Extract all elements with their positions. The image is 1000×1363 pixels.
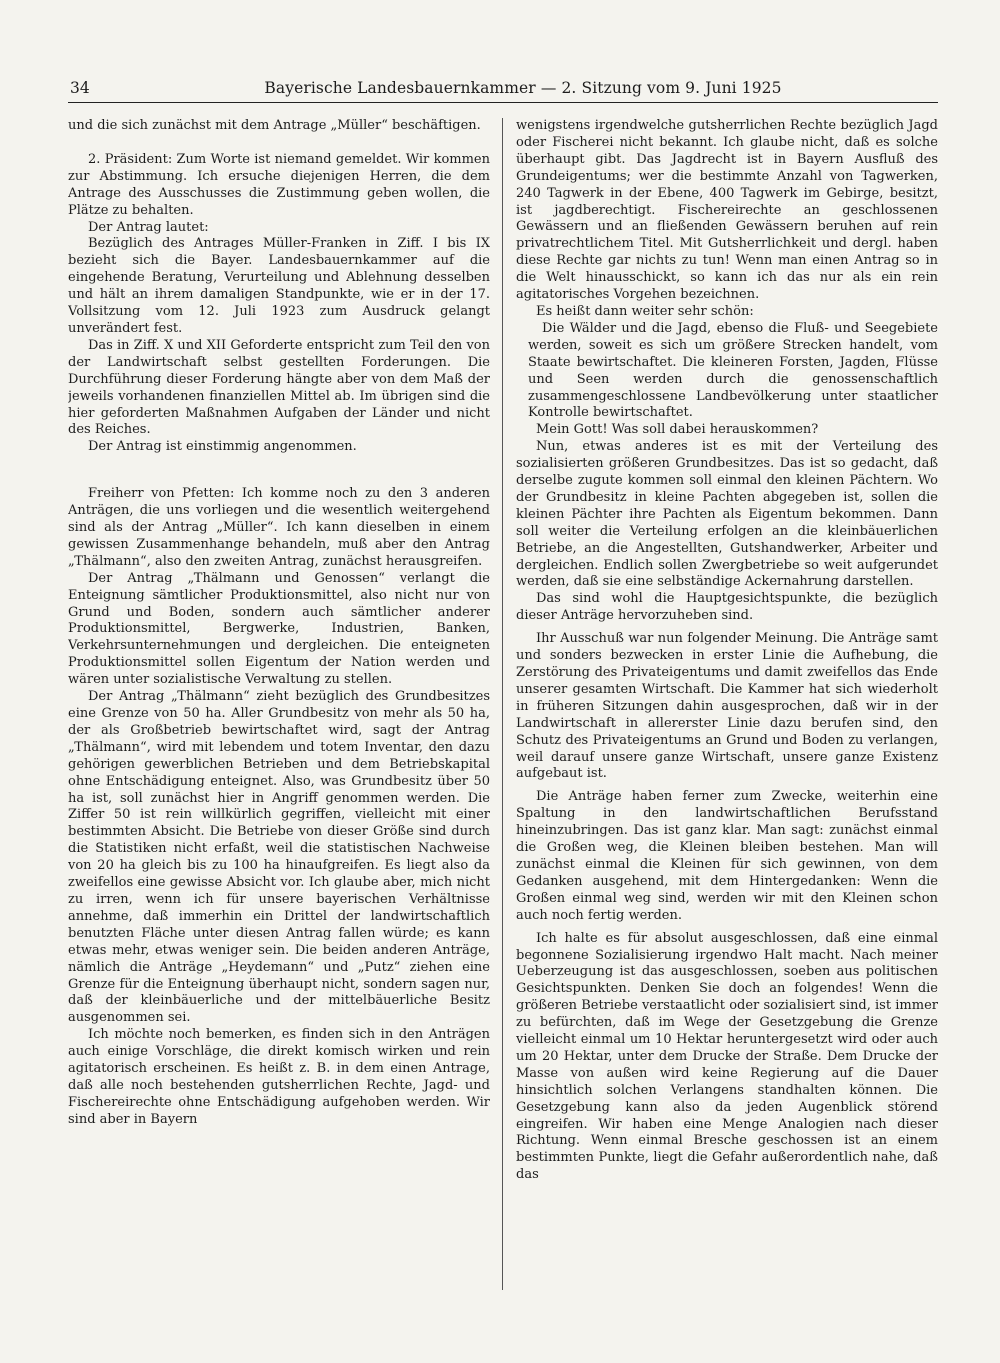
running-title: Bayerische Landesbauernkammer — 2. Sitzung vom 9. Juni 1925 [264, 79, 782, 97]
paragraph: Es heißt dann weiter sehr schön: [536, 303, 754, 319]
paragraph: Der Antrag „Thälmann und Genossen“ verlangt die Enteignung sämtlicher Produktionsmittel, also nicht nur von Grund und Boden, sondern auch sämtlicher anderer Produktionsmittel, Bergwerke, Industrien, Banken, Verkehrsunternehmungen und dergleichen. Die enteigneten Produktionsmittel sollen Eigentum der Nation werden und wären unter sozialistische Verwaltung zu stellen. [68, 570, 490, 688]
paragraph: Das in Ziff. X und XII Geforderte entspricht zum Teil den von der Landwirtschaft selbst gestellten Forderungen. Die Durchführung dieser Forderung hängte aber von dem Maß der jeweils vorhandenen finanziellen Mittel ab. Im übrigen sind die hier geforderten Maßnahmen Aufgaben der Länder und nicht des Reiches. [68, 337, 490, 438]
paragraph: Der Antrag „Thälmann“ zieht bezüglich des Grundbesitzes eine Grenze von 50 ha. Aller Grundbesitz von mehr als 50 ha, der als Großbetrieb bewirtschaftet wird, sagt der Antrag „Thälmann“, wird mit lebendem und totem Inventar, den dazu gehörigen gewerblichen Betrieben und dem Betriebskapital ohne Entschädigung enteignet. Also, was Grundbesitz über 50 ha ist, soll zunächst hier in Angriff genommen werden. Die Ziffer 50 ist rein willkürlich gegriffen, vielleicht mit einer bestimmten Absicht. Die Betriebe von dieser Größe sind durch die Statistiken nicht erfaßt, weil die statistischen Nachweise von 20 ha gleich bis zu 100 ha hinaufgreifen. Es liegt also da zweifellos eine gewisse Absicht vor. Ich glaube aber, mich nicht zu irren, wenn ich für unsere bayerischen Verhältnisse annehme, daß immerhin ein Drittel der landwirtschaftlich benutzten Fläche unter diesen Antrag fallen würde; es kann etwas mehr, etwas weniger sein. Die beiden anderen Anträge, nämlich die Anträge „Heydemann“ und „Putz“ ziehen eine Grenze für die Enteignung überhaupt nicht, sondern sagen nur, daß der kleinbäuerliche und der mittelbäuerliche Besitz ausgenommen sei. [68, 689, 490, 1026]
paragraph: Das sind wohl die Hauptgesichtspunkte, die bezüglich dieser Anträge hervorzuheben sind. [516, 591, 938, 624]
paragraph: Nun, etwas anderes ist es mit der Verteilung des sozialisierten größeren Grundbesitzes. Das ist so gedacht, daß derselbe zugute kommen soll einmal den kleinen Pächtern. Wo der Grundbesitz in kleine Pachten abgegeben ist, sollen die kleinen Pächter ihre Pachten als Eigentum bekommen. Dann soll weiter die Verteilung erfolgen an die kleinbäuerlichen Betriebe, an die Angestellten, Gutshandwerker, Arbeiter und dergleichen. Endlich sollen Zwergbetriebe so weit aufgerundet werden, daß sie eine selbständige Ackernahrung darstellen. [516, 439, 938, 590]
paragraph: und die sich zunächst mit dem Antrage „Müller“ beschäftigen. [68, 118, 481, 133]
paragraph: wenigstens irgendwelche gutsherrlichen Rechte bezüglich Jagd oder Fischerei nicht bekannt. Ich glaube nicht, daß es solche überhaupt gibt. Das Jagdrecht ist in Bayern Ausfluß des Grundeigentums; wer die bestimmte Anzahl von Tagwerken, 240 Tagwerk in der Ebene, 400 Tagwerk im Gebirge, besitzt, ist jagdberechtigt. Fischereirechte an geschlossenen Gewässern und an fließenden Gewässern beruhen auf rein privatrechtlichem Titel. Mit Gutsherrlichkeit und dergl. haben diese Rechte gar nichts zu tun! Wenn man einen Antrag so in die Welt hinausschickt, so kann ich das nur als ein rein agitatorisches Vorgehen bezeichnen. [516, 118, 938, 303]
paragraph: Der Antrag ist einstimmig angenommen. [88, 439, 357, 455]
paragraph: Die Anträge haben ferner zum Zwecke, weiterhin eine Spaltung in den landwirtschaftlichen Berufsstand hineinzubringen. Das ist ganz klar. Man sagt: zunächst einmal die Großen weg, die Kleinen bleiben bestehen. Man will zunächst einmal die Kleinen für sich gewinnen, von dem Gedanken ausgehend, mit dem Hintergedanken: Wenn die Großen einmal weg sind, werden wir mit den Kleinen schon auch noch fertig werden. [516, 789, 938, 923]
paragraph: Ich halte es für absolut ausgeschlossen, daß eine einmal begonnene Sozialisierung irgendwo Halt macht. Nach meiner Ueberzeugung ist das ausgeschlossen, soeben aus politischen Gesichtspunkten. Denken Sie doch an folgendes! Wenn die größeren Betriebe verstaatlicht oder sozialisiert sind, ist immer zu befürchten, daß im Wege der Gesetzgebung die Grenze vielleicht einmal um 10 Hektar heruntergesetzt wird oder auch um 20 Hektar, unter dem Drucke der Straße. Dem Drucke der Masse von außen wird keine Regierung auf die Dauer hinsichtlich solchen Verlangens standhalten können. Die Gesetzgebung kann also da jeden Augenblick störend eingreifen. Wir haben eine Menge Analogien nach dieser Richtung. Wenn einmal Bresche geschossen ist an einem bestimmten Punkte, liegt die Gefahr außerordentlich nahe, daß das [516, 930, 938, 1183]
column-divider [502, 118, 503, 1290]
paragraph: Der Antrag lautet: [88, 219, 209, 235]
paragraph: Ich möchte noch bemerken, es finden sich in den Anträgen auch einige Vorschläge, die direkt komisch wirken und rein agitatorisch erscheinen. Es heißt z. B. in dem einen Antrage, daß alle noch bestehenden gutsherrlichen Rechte, Jagd- und Fischereirechte ohne Entschädigung aufgehoben werden. Wir sind aber in Bayern [68, 1027, 490, 1127]
paragraph: Bezüglich des Antrages Müller-Franken in Ziff. I bis IX bezieht sich die Bayer. Landesbauernkammer auf die eingehende Beratung, Verurteilung und Ablehnung desselben und hält an ihrem damaligen Standpunkte, wie er in der 17. Vollsitzung vom 12. Juli 1923 zum Ausdruck gelangt unverändert fest. [68, 236, 490, 336]
paragraph: 2. Präsident: Zum Worte ist niemand gemeldet. Wir kommen zur Abstimmung. Ich ersuche diejenigen Herren, die dem Antrage des Ausschusses die Zustimmung geben wollen, die Plätze zu behalten. [68, 151, 490, 218]
paragraph: Freiherr von Pfetten: Ich komme noch zu den 3 anderen Anträgen, die uns vorliegen und die wesentlich weitergehend sind als der Antrag „Müller“. Ich kann dieselben in einem gewissen Zusammenhange behandeln, muß aber den Antrag „Thälmann“, also den zweiten Antrag, zunächst herausgreifen. [68, 486, 490, 569]
page-number: 34 [70, 79, 90, 97]
quoted-paragraph: Die Wälder und die Jagd, ebenso die Fluß- und Seegebiete werden, soweit es sich um größere Strecken handelt, vom Staate bewirtschaftet. Die kleineren Forsten, Jagden, Flüsse und Seen werden durch die genossenschaftlich zusammengeschlossene Landbevölkerung unter staatlicher Kontrolle bewirtschaftet. [528, 320, 938, 421]
right-column [516, 118, 938, 1293]
page-header [68, 76, 938, 103]
paragraph: Mein Gott! Was soll dabei herauskommen? [536, 422, 819, 438]
paragraph: Ihr Ausschuß war nun folgender Meinung. Die Anträge samt und sonders bezwecken in erster Linie die Aufhebung, die Zerstörung des Privateigentums und damit zweifellos das Ende unserer gesamten Wirtschaft. Die Kammer hat sich wiederholt in früheren Sitzungen dahin ausgesprochen, daß wir in der Landwirtschaft in allererster Linie dazu berufen sind, den Schutz des Privateigentums an Grund und Boden zu verlangen, weil darauf unsere ganze Wirtschaft, unsere ganze Existenz aufgebaut ist. [516, 631, 938, 782]
left-column [68, 118, 490, 1293]
